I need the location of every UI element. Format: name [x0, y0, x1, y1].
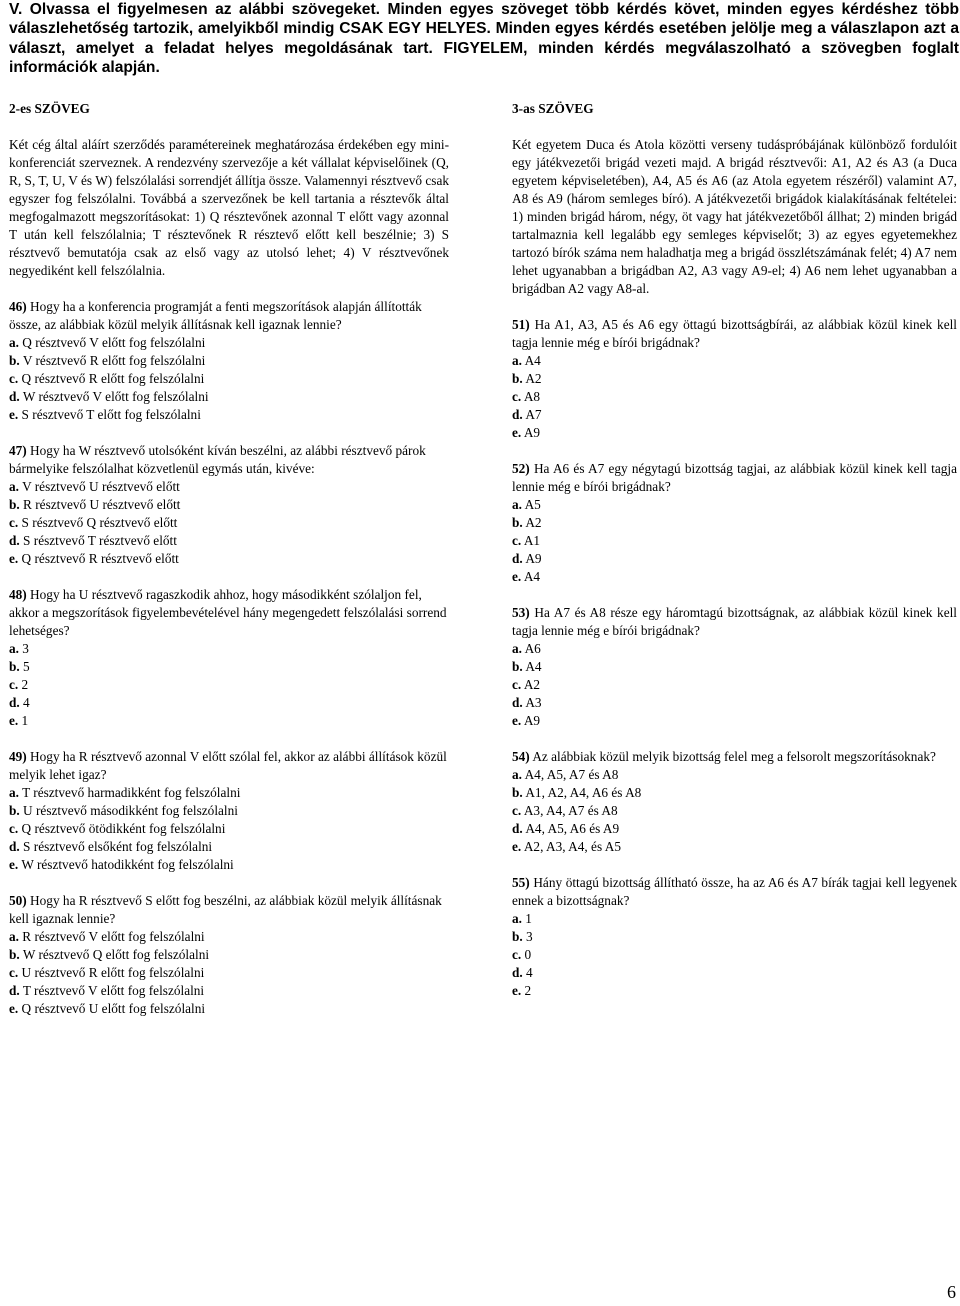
option-text: A4 [521, 353, 541, 368]
answer-option[interactable] [9, 406, 449, 424]
answer-option[interactable] [512, 370, 957, 388]
option-text: A2, A3, A4, és A5 [521, 839, 621, 854]
answer-option[interactable] [512, 514, 957, 532]
option-letter: c. [512, 389, 522, 404]
instructions: V. Olvassa el figyelmesen az alábbi szövegeket. Minden egyes szöveget több kérdés követ, minden egyes kérdéshez több válaszlehetőség tartozik, amelyikből mindig CSAK EGY HELYES. Minden egyes kérdés esetében jelölje meg a válaszlapon azt a választ, amelyet a feladat helyes megoldásának tart. FIGYELEM, minden kérdés megválaszolható a szövegben foglalt információk alapján. [9, 1, 959, 77]
option-text: Q résztvevő R előtt fog felszólalni [18, 371, 205, 386]
option-letter: b. [9, 353, 20, 368]
answer-option[interactable] [9, 784, 449, 802]
option-letter: c. [512, 947, 522, 962]
answer-option[interactable] [9, 640, 449, 658]
question [9, 748, 449, 874]
answer-option[interactable] [9, 856, 449, 874]
answer-option[interactable] [9, 514, 449, 532]
option-letter: a. [512, 911, 522, 926]
answer-option[interactable] [9, 946, 449, 964]
option-letter: b. [9, 659, 20, 674]
option-letter: a. [9, 929, 19, 944]
answer-option[interactable] [512, 784, 957, 802]
answer-option[interactable] [512, 820, 957, 838]
option-letter: c. [9, 677, 19, 692]
answer-option[interactable] [9, 802, 449, 820]
option-letter: a. [512, 497, 522, 512]
question-text: Hogy ha R résztvevő S előtt fog beszélni, az alábbiak közül melyik állításnak kell igaznak lennie? [9, 893, 442, 926]
option-text: V résztvevő U résztvevő előtt [18, 479, 180, 494]
option-text: R résztvevő V előtt fog felszólalni [18, 929, 205, 944]
question-stem [512, 604, 957, 640]
question-text: Ha A7 és A8 része egy háromtagú bizottságnak, az alábbiak közül kinek kell tagja lennie még e bírói brigádnak? [512, 605, 957, 638]
option-text: A2 [522, 515, 542, 530]
option-text: 1 [18, 713, 29, 728]
option-letter: d. [512, 965, 523, 980]
answer-option[interactable] [9, 388, 449, 406]
option-text: A2 [522, 371, 542, 386]
option-letter: e. [512, 983, 522, 998]
answer-option[interactable] [512, 910, 957, 928]
answer-option[interactable] [9, 694, 449, 712]
answer-option[interactable] [9, 820, 449, 838]
option-text: S résztvevő T előtt fog felszólalni [18, 407, 201, 422]
answer-option[interactable] [512, 658, 957, 676]
text-2-column [9, 98, 449, 1036]
answer-option[interactable] [9, 1000, 449, 1018]
answer-option[interactable] [9, 496, 449, 514]
answer-option[interactable] [9, 712, 449, 730]
question-number: 52) [512, 461, 530, 476]
option-text: S résztvevő Q résztvevő előtt [18, 515, 178, 530]
question-text: Ha A1, A3, A5 és A6 egy öttagú bizottságbírái, az alábbiak közül kinek kell tagja lennie még e bírói brigádnak? [512, 317, 957, 350]
option-text: A5 [521, 497, 541, 512]
option-text: 3 [18, 641, 29, 656]
option-letter: b. [512, 929, 523, 944]
option-text: Q résztvevő V előtt fog felszólalni [18, 335, 206, 350]
answer-option[interactable] [9, 352, 449, 370]
question-number: 54) [512, 749, 530, 764]
answer-option[interactable] [512, 424, 957, 442]
option-text: A9 [521, 713, 541, 728]
question-stem [512, 316, 957, 352]
option-text: A3, A4, A7 és A8 [521, 803, 618, 818]
answer-option[interactable] [9, 928, 449, 946]
option-letter: e. [9, 857, 19, 872]
answer-option[interactable] [512, 838, 957, 856]
question-stem [9, 442, 449, 478]
question-stem [9, 748, 449, 784]
option-letter: b. [9, 947, 20, 962]
page-number: 6 [947, 1282, 956, 1302]
answer-option[interactable] [512, 640, 957, 658]
option-text: U résztvevő másodikként fog felszólalni [19, 803, 238, 818]
option-text: 2 [521, 983, 532, 998]
question-number: 49) [9, 749, 27, 764]
option-letter: b. [9, 803, 20, 818]
option-letter: e. [512, 839, 522, 854]
answer-option[interactable] [9, 658, 449, 676]
question [512, 316, 957, 442]
option-text: W résztvevő V előtt fog felszólalni [19, 389, 209, 404]
option-letter: d. [9, 839, 20, 854]
option-letter: c. [9, 965, 19, 980]
option-letter: d. [512, 551, 523, 566]
answer-option[interactable] [512, 568, 957, 586]
option-letter: a. [512, 641, 522, 656]
option-text: W résztvevő Q előtt fog felszólalni [19, 947, 210, 962]
answer-option[interactable] [9, 478, 449, 496]
option-letter: d. [9, 983, 20, 998]
answer-option[interactable] [9, 550, 449, 568]
option-letter: e. [9, 1001, 19, 1016]
question-number: 55) [512, 875, 530, 890]
option-letter: a. [9, 641, 19, 656]
option-letter: c. [512, 533, 522, 548]
option-letter: c. [512, 803, 522, 818]
question-text: Hogy ha R résztvevő azonnal V előtt szólal fel, akkor az alábbi állítások közül melyik lehet igaz? [9, 749, 447, 782]
answer-option[interactable] [512, 532, 957, 550]
option-letter: b. [512, 785, 523, 800]
answer-option[interactable] [512, 928, 957, 946]
question-text: Hány öttagú bizottság állítható össze, ha az A6 és A7 bírák tagjai kell legyenek ennek a bizottságnak? [512, 875, 957, 908]
option-letter: e. [9, 713, 19, 728]
option-text: T résztvevő V előtt fog felszólalni [19, 983, 205, 998]
option-letter: e. [512, 569, 522, 584]
option-text: Q résztvevő U előtt fog felszólalni [18, 1001, 206, 1016]
option-letter: c. [512, 677, 522, 692]
question-stem [9, 892, 449, 928]
option-letter: c. [9, 371, 19, 386]
option-text: V résztvevő R előtt fog felszólalni [19, 353, 206, 368]
option-text: W résztvevő hatodikként fog felszólalni [18, 857, 234, 872]
option-text: A1, A2, A4, A6 és A8 [522, 785, 642, 800]
question-stem [512, 874, 957, 910]
option-text: A8 [521, 389, 541, 404]
question-text: Hogy ha W résztvevő utolsóként kíván beszélni, az alábbi résztvevő párok bármelyike felszólalhat közvetlenül egymás után, kivéve: [9, 443, 426, 476]
option-letter: d. [9, 695, 20, 710]
text-2-questions [9, 298, 449, 1018]
option-text: 2 [18, 677, 29, 692]
option-text: Q résztvevő R résztvevő előtt [18, 551, 179, 566]
option-text: U résztvevő R előtt fog felszólalni [18, 965, 205, 980]
option-text: 4 [522, 965, 533, 980]
option-letter: d. [512, 407, 523, 422]
option-text: T résztvevő harmadikként fog felszólalni [18, 785, 241, 800]
question-text: Hogy ha a konferencia programját a fenti megszorítások alapján állították össze, az alábbiak közül melyik állításnak kell igaznak lennie? [9, 299, 422, 332]
question [9, 298, 449, 424]
question-number: 46) [9, 299, 27, 314]
option-letter: a. [9, 785, 19, 800]
answer-option[interactable] [9, 370, 449, 388]
question [9, 892, 449, 1018]
option-letter: c. [9, 515, 19, 530]
answer-option[interactable] [9, 964, 449, 982]
option-text: A9 [521, 425, 541, 440]
option-letter: e. [9, 551, 19, 566]
answer-option[interactable] [9, 676, 449, 694]
option-letter: a. [9, 479, 19, 494]
question-number: 51) [512, 317, 530, 332]
answer-option[interactable] [512, 712, 957, 730]
option-letter: e. [9, 407, 19, 422]
option-text: A2 [521, 677, 541, 692]
answer-option[interactable] [9, 838, 449, 856]
option-text: 3 [522, 929, 533, 944]
question [512, 748, 957, 856]
answer-option[interactable] [512, 766, 957, 784]
answer-option[interactable] [512, 982, 957, 1000]
question [9, 586, 449, 730]
question-number: 53) [512, 605, 530, 620]
answer-option[interactable] [512, 694, 957, 712]
text-3-heading: 3-as SZÖVEG [512, 101, 594, 116]
option-text: A1 [521, 533, 541, 548]
question-stem [9, 298, 449, 334]
text-3-passage: Két egyetem Duca és Atola közötti verseny tudáspróbájának különböző fordulóit egy játékvezetői brigád vezeti majd. A brigád résztvevői: A1, A2 és A3 (a Duca egyetem képviseletében), A4, A5 és A6 (az Atola egyetem részéről) valamint A7, A8 és A9 (három semleges bíró). A játékvezetői brigádok kialakításának feltételei: 1) minden brigád három, négy, öt vagy hat játékvezetőből állhat; 2) minden brigád tartalmaznia kell legalább egy semleges képviselőt; 3) az egyes egyetemekhez tartozó bírók száma nem haladhatja meg a brigád összlétszámának felét; 4) A7 nem lehet ugyanabban a brigádban A2, A3 vagy A9-el; 4) A6 nem lehet ugyanabban a brigádban A2 vagy A8-al. [512, 137, 957, 296]
question [512, 874, 957, 1000]
answer-option[interactable] [9, 334, 449, 352]
option-letter: b. [512, 659, 523, 674]
answer-option[interactable] [512, 550, 957, 568]
question-text: Az alábbiak közül melyik bizottság felel meg a felsorolt megszorításoknak? [529, 749, 936, 764]
question-stem [512, 460, 957, 496]
answer-option[interactable] [512, 964, 957, 982]
text-3-questions [512, 316, 957, 1000]
text-2-heading: 2-es SZÖVEG [9, 101, 90, 116]
option-text: S résztvevő T résztvevő előtt [19, 533, 177, 548]
option-text: 5 [19, 659, 30, 674]
option-letter: d. [512, 821, 523, 836]
question-number: 47) [9, 443, 27, 458]
text-2-passage: Két cég által aláírt szerződés paramétereinek meghatározása érdekében egy mini-konferenciát szerveznek. A rendezvény szervezője a két vállalat képviselőinek (Q, R, S, T, U, V és W) felszólalási sorrendjét állítja össze. Valamennyi résztvevő csak egyszer fog felszólalni. Továbbá a szervezőnek be kell tartania a résztevők által megfogalmazott megszorításokat: 1) Q résztevőnek azonnal T előtt vagy azonnal T után kell felszólalnia; T résztevőnek R résztevő előtt kell beszélnie; 3) S résztvevő bemutatója csak az első vagy az utolsó lehet; 4) V résztvevőnek negyediként kell felszólalnia. [9, 137, 449, 278]
option-letter: e. [512, 425, 522, 440]
option-letter: c. [9, 821, 19, 836]
option-text: A6 [521, 641, 541, 656]
option-text: A4 [522, 659, 542, 674]
answer-option[interactable] [9, 982, 449, 1000]
option-text: 4 [19, 695, 30, 710]
question [512, 604, 957, 730]
option-text: A4, A5, A7 és A8 [521, 767, 619, 782]
question-text: Hogy ha U résztvevő ragaszkodik ahhoz, hogy másodikként szólaljon fel, akkor a megszorítások figyelembevételével hány megengedett felszólalási sorrend lehetséges? [9, 587, 447, 638]
option-text: A7 [522, 407, 542, 422]
option-letter: e. [512, 713, 522, 728]
question [512, 460, 957, 586]
option-text: Q résztvevő ötödikként fog felszólalni [18, 821, 226, 836]
question-stem [512, 748, 957, 766]
option-text: S résztvevő elsőként fog felszólalni [19, 839, 213, 854]
option-text: A3 [522, 695, 542, 710]
option-text: 0 [521, 947, 532, 962]
question-text: Ha A6 és A7 egy négytagú bizottság tagjai, az alábbiak közül kinek kell tagja lennie még e bírói brigádnak? [512, 461, 957, 494]
option-letter: d. [512, 695, 523, 710]
option-letter: d. [9, 533, 20, 548]
question [9, 442, 449, 568]
text-3-column [512, 98, 957, 1018]
option-letter: a. [9, 335, 19, 350]
option-text: 1 [521, 911, 532, 926]
option-text: A9 [522, 551, 542, 566]
answer-option[interactable] [512, 406, 957, 424]
answer-option[interactable] [512, 676, 957, 694]
answer-option[interactable] [512, 388, 957, 406]
answer-option[interactable] [9, 532, 449, 550]
option-letter: b. [512, 515, 523, 530]
option-text: A4 [521, 569, 541, 584]
answer-option[interactable] [512, 946, 957, 964]
option-text: A4, A5, A6 és A9 [522, 821, 620, 836]
question-number: 50) [9, 893, 27, 908]
option-text: R résztvevő U résztvevő előtt [19, 497, 181, 512]
option-letter: a. [512, 353, 522, 368]
option-letter: a. [512, 767, 522, 782]
question-stem [9, 586, 449, 640]
option-letter: d. [9, 389, 20, 404]
answer-option[interactable] [512, 352, 957, 370]
option-letter: b. [512, 371, 523, 386]
answer-option[interactable] [512, 496, 957, 514]
option-letter: b. [9, 497, 20, 512]
question-number: 48) [9, 587, 27, 602]
answer-option[interactable] [512, 802, 957, 820]
